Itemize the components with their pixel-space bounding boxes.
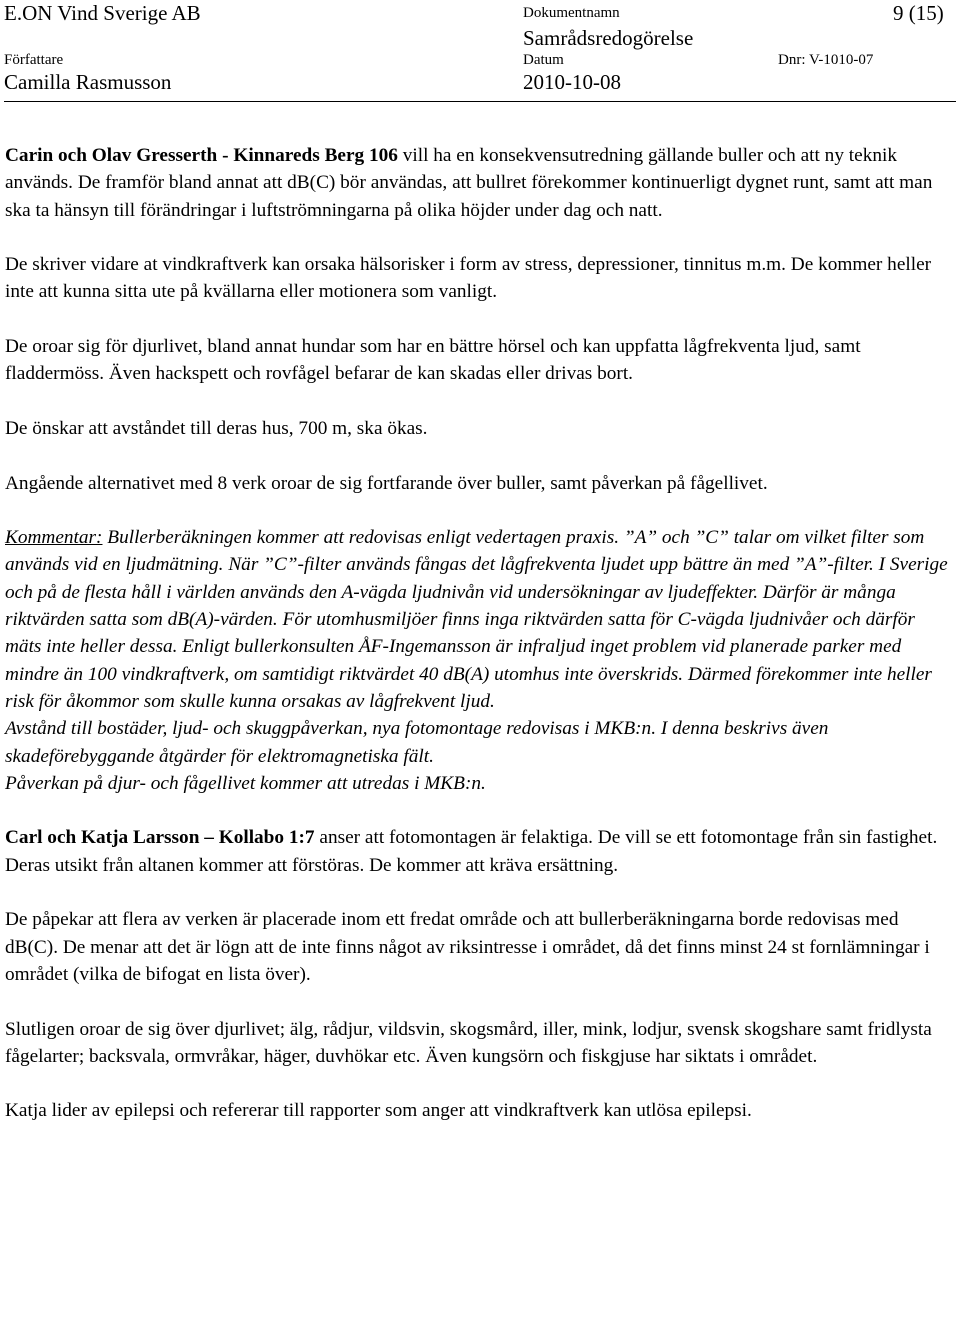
paragraph-fauna: Slutligen oroar de sig över djurlivet; älg, rådjur, vildsvin, skogsmård, iller, mink, lodjur, svensk skogshare samt fridlysta fågelarter; backsvala, ormvråkar, häger, duvhökar etc. Även kungsörn och fiskgjuse har siktats i området. (5, 1018, 932, 1067)
comment-label: Kommentar: (5, 527, 103, 549)
date-label: Datum (523, 52, 564, 68)
comment-text: Bullerberäkningen kommer att redovisas enligt vedertagen praxis. ”A” och ”C” talar om vilket filter som används vid en ljudmätning. När ”C”-filter används fångas det lågfrekventa ljudet upp bättre än med ”A”-filter. I Sverige och på de flesta håll i världen används den A-vägda ljudnivån vid undersökningar av ljudeffekter. Därför är många riktvärden satta som dB(A)-värden. För utomhusmiljöer finns inga riktvärden satta för C-vägda ljudnivåer och därför mäts inte heller dessa. Enligt bullerkonsulten ÅF-Ingemansson är infraljud inget problem vid planerade parker med mindre än 100 vindkraftverk, om samtidigt riktvärdet 40 dB(A) utomhus inte överskrids. Därmed förekommer inte heller risk för åkommor som skulle kunna orsakas av lågfrekvent ljud. (5, 527, 948, 712)
comment-paragraph-noise (5, 524, 955, 715)
paragraph-text: vill ha en konsekvensutredning gällande buller och att ny teknik används. De framför bland annat att dB(C) bör användas, att bullret förekommer kontinuerligt dygnet runt, samt att man ska ta hänsyn till förändringar i luftströmningarna på olika höjder under dag och natt. (5, 145, 933, 221)
header-divider (4, 101, 956, 102)
paragraph-alternative: Angående alternativet med 8 verk oroar de sig fortfarande över buller, samt påverkan på fågellivet. (5, 472, 768, 494)
document-body (5, 142, 955, 1125)
document-name: Samrådsredogörelse (523, 26, 694, 50)
paragraph-protected-area: De påpekar att flera av verken är placerade inom ett fredat område och att bullerberäkningarna borde redovisas med dB(C). De menar att det är lögn att de inte finns något av riksintresse i området, då det finns minst 24 st fornlämningar i området (vilka de bifogat en lista över). (5, 909, 930, 985)
comment-paragraph-wildlife: Påverkan på djur- och fågellivet kommer att utredas i MKB:n. (5, 772, 486, 794)
paragraph-distance: De önskar att avståndet till deras hus, 700 m, ska ökas. (5, 417, 428, 439)
comment-block (5, 524, 955, 797)
company-name: E.ON Vind Sverige AB (4, 1, 201, 25)
paragraph-wildlife: De oroar sig för djurlivet, bland annat hundar som har en bättre hörsel och kan uppfatta lågfrekventa ljud, samt fladdermöss. Även hackspett och rovfågel befarar de kan skadas eller drivas bort. (5, 336, 861, 385)
document-name-label: Dokumentnamn (523, 5, 620, 21)
document-date: 2010-10-08 (523, 70, 621, 94)
comment-paragraph-distance: Avstånd till bostäder, ljud- och skuggpåverkan, nya fotomontage redovisas i MKB:n. I denna beskrivs även skadeförebyggande åtgärder för elektromagnetiska fält. (5, 718, 829, 767)
paragraph-health-risks: De skriver vidare at vindkraftverk kan orsaka hälsorisker i form av stress, depressioner, tinnitus m.m. De kommer heller inte att kunna sitta ute på kvällarna eller motionera som vanligt. (5, 254, 932, 303)
paragraph-epilepsy: Katja lider av epilepsi och refererar till rapporter som anger att vindkraftverk kan utlösa epilepsi. (5, 1100, 752, 1122)
submitter-name: Carl och Katja Larsson – Kollabo 1:7 (5, 827, 315, 849)
page-number: 9 (15) (893, 1, 944, 25)
document-number: Dnr: V-1010-07 (778, 52, 874, 68)
paragraph-text: anser att fotomontagen är felaktiga. De vill se ett fotomontage från sin fastighet. Deras utsikt från altanen kommer att förstöras. De kommer att kräva ersättning. (5, 827, 938, 876)
submitter-name: Carin och Olav Gresserth - Kinnareds Berg 106 (5, 145, 398, 166)
paragraph-larsson-intro (5, 824, 955, 879)
author-name: Camilla Rasmusson (4, 70, 172, 94)
author-label: Författare (4, 52, 64, 68)
paragraph-gresserth-intro (5, 142, 955, 224)
